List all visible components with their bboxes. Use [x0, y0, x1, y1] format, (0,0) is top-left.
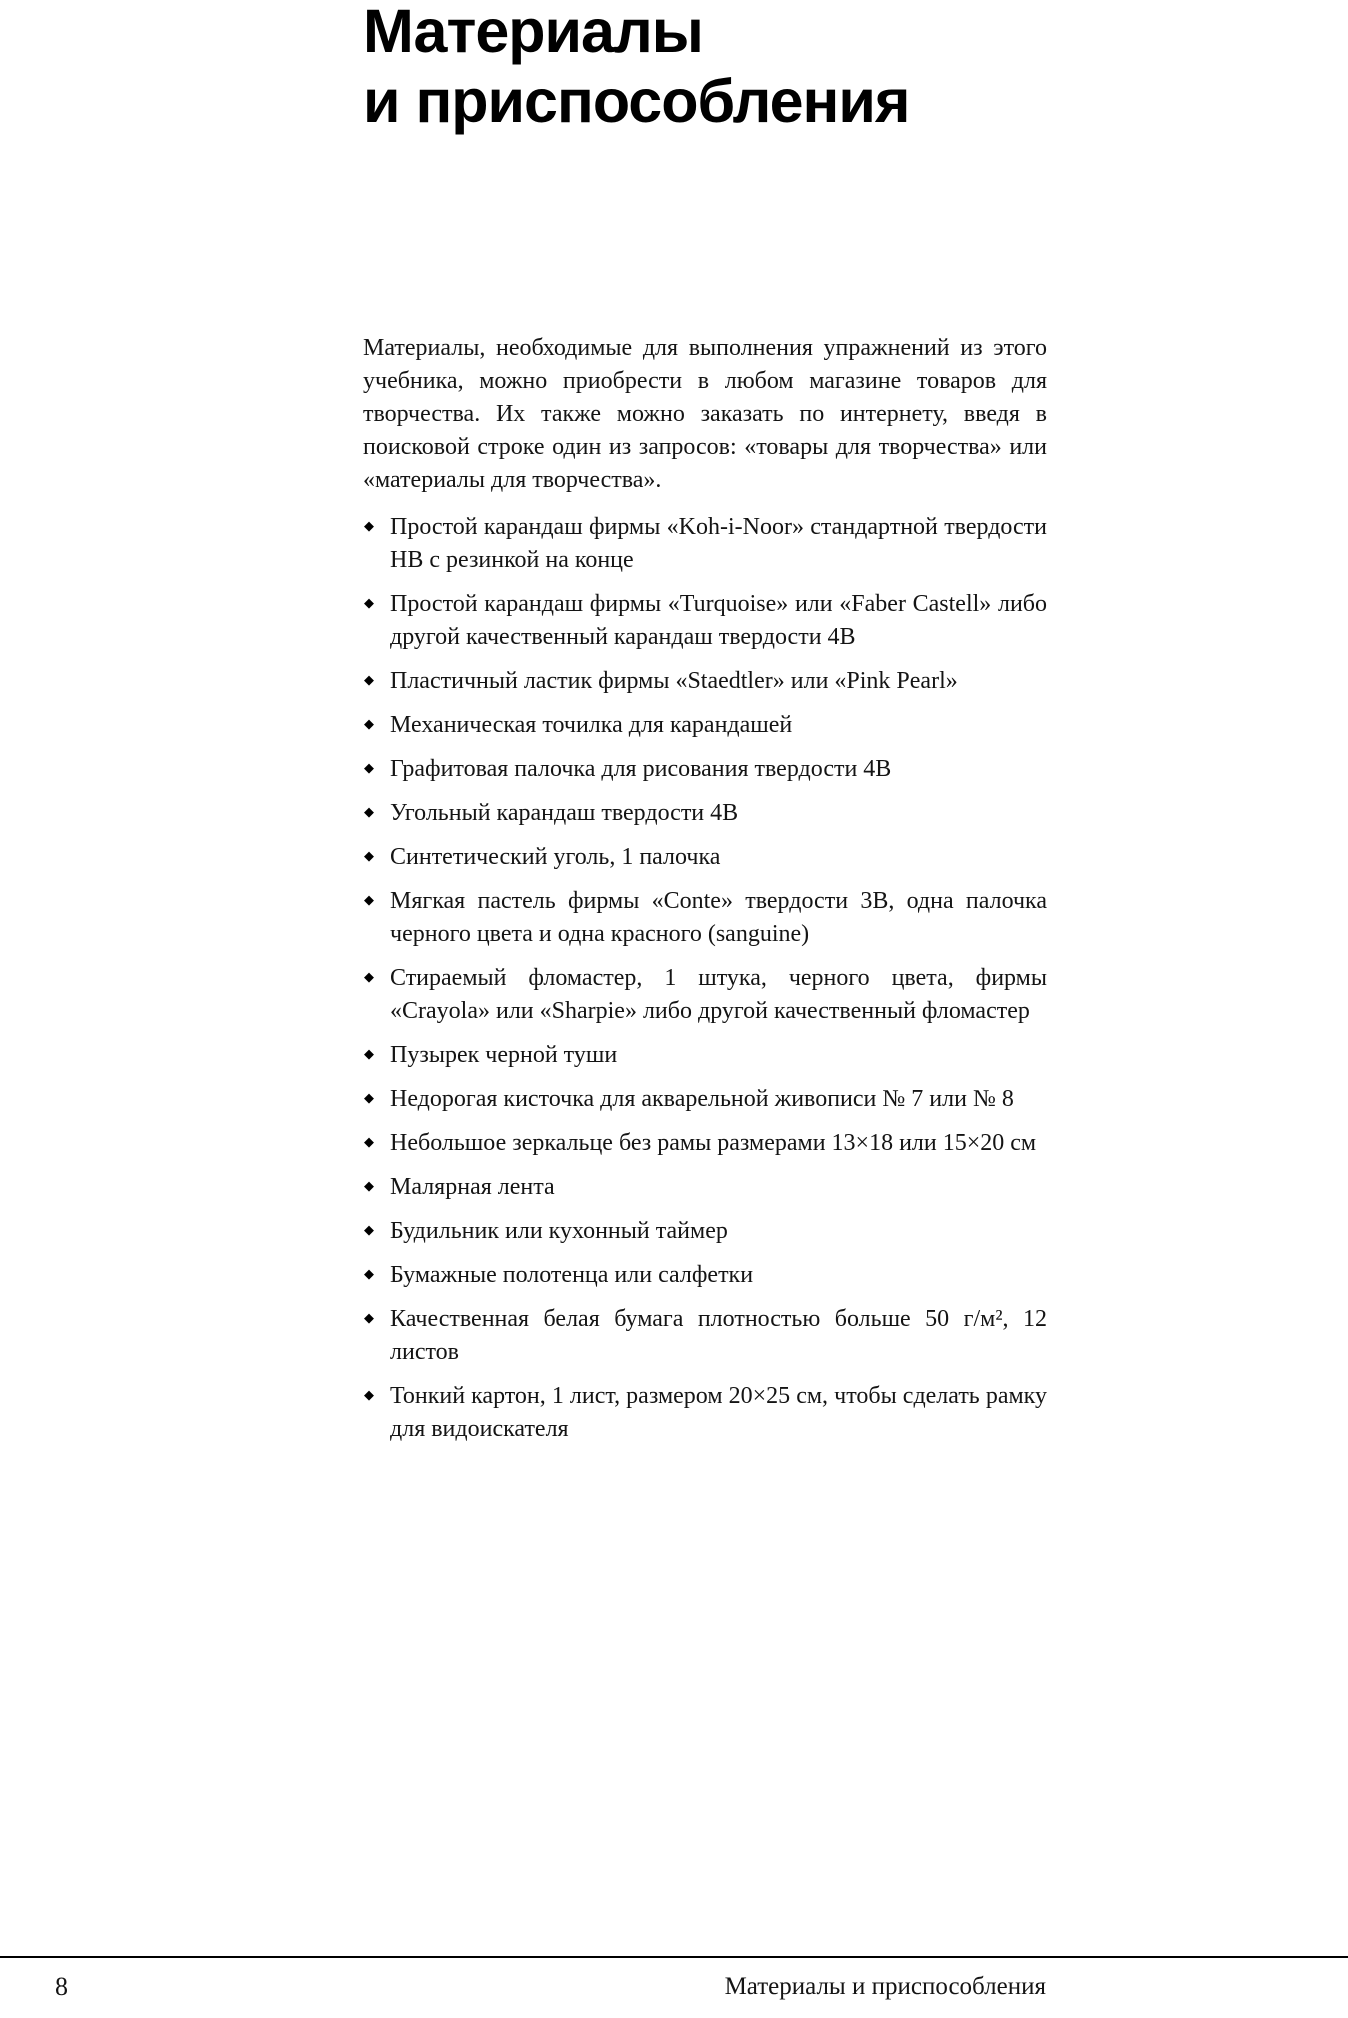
list-item-text: Бумажные полотенца или салфетки	[390, 1262, 754, 1288]
bullet-diamond-icon: ◆	[364, 849, 374, 864]
list-item-text: Простой карандаш фирмы «Koh-i-Noor» стандартной твердости HB с резинкой на конце	[390, 514, 1047, 573]
page-title-line1: Материалы	[363, 0, 703, 65]
list-item	[363, 962, 1047, 1028]
list-item-text: Стираемый фломастер, 1 штука, черного цвета, фирмы «Crayola» или «Sharpie» либо другой качественный фломастер	[390, 965, 1047, 1024]
bullet-diamond-icon: ◆	[364, 1388, 374, 1403]
list-item	[363, 511, 1047, 577]
list-item-text: Угольный карандаш твердости 4B	[390, 800, 739, 826]
list-item	[363, 1127, 1047, 1160]
list-item-text: Тонкий картон, 1 лист, размером 20×25 см, чтобы сделать рамку для видоискателя	[390, 1383, 1047, 1442]
bullet-diamond-icon: ◆	[364, 673, 374, 688]
list-item-text: Механическая точилка для карандашей	[390, 712, 793, 738]
list-item-text: Графитовая палочка для рисования твердости 4B	[390, 756, 892, 782]
footer-rule	[0, 1956, 1348, 1958]
page-title	[363, 0, 1063, 136]
page-number: 8	[55, 1972, 68, 2001]
bullet-diamond-icon: ◆	[364, 761, 374, 776]
list-item	[363, 1215, 1047, 1248]
bullet-diamond-icon: ◆	[364, 1091, 374, 1106]
bullet-diamond-icon: ◆	[364, 1135, 374, 1150]
bullet-diamond-icon: ◆	[364, 1047, 374, 1062]
list-item-text: Недорогая кисточка для акварельной живописи № 7 или № 8	[390, 1086, 1014, 1112]
page-title-line2: и приспособления	[363, 67, 910, 135]
list-item-text: Качественная белая бумага плотностью больше 50 г/м², 12 листов	[390, 1306, 1047, 1365]
list-item	[363, 1380, 1047, 1446]
list-item	[363, 1171, 1047, 1204]
list-item	[363, 885, 1047, 951]
list-item	[363, 1083, 1047, 1116]
bullet-diamond-icon: ◆	[364, 1311, 374, 1326]
bullet-diamond-icon: ◆	[364, 596, 374, 611]
bullet-diamond-icon: ◆	[364, 893, 374, 908]
list-item-text: Синтетический уголь, 1 палочка	[390, 844, 721, 870]
bullet-diamond-icon: ◆	[364, 717, 374, 732]
list-item-text: Небольшое зеркальце без рамы размерами 13×18 или 15×20 см	[390, 1130, 1037, 1156]
list-item	[363, 797, 1047, 830]
intro-paragraph: Материалы, необходимые для выполнения упражнений из этого учебника, можно приобрести в любом магазине товаров для творчества. Их также можно заказать по интернету, введя в поисковой строке один из запросов: «товары для творчества» или «материалы для творчества».	[363, 335, 1047, 493]
list-item-text: Пузырек черной туши	[390, 1042, 618, 1068]
list-item	[363, 1303, 1047, 1369]
list-item	[363, 1039, 1047, 1072]
list-item	[363, 665, 1047, 698]
bullet-diamond-icon: ◆	[364, 970, 374, 985]
list-item	[363, 709, 1047, 742]
list-item-text: Мягкая пастель фирмы «Conte» твердости 3B, одна палочка черного цвета и одна красного (sanguine)	[390, 888, 1047, 947]
list-item-text: Пластичный ластик фирмы «Staedtler» или «Pink Pearl»	[390, 668, 958, 694]
list-item	[363, 841, 1047, 874]
content-column	[363, 332, 1047, 1457]
list-item-text: Малярная лента	[390, 1174, 555, 1200]
list-item-text: Простой карандаш фирмы «Turquoise» или «Faber Castell» либо другой качественный карандаш твердости 4B	[390, 591, 1047, 650]
materials-list	[363, 511, 1047, 1446]
list-item	[363, 1259, 1047, 1292]
bullet-diamond-icon: ◆	[364, 1179, 374, 1194]
bullet-diamond-icon: ◆	[364, 519, 374, 534]
bullet-diamond-icon: ◆	[364, 1223, 374, 1238]
running-title: Материалы и приспособления	[724, 1973, 1046, 2000]
bullet-diamond-icon: ◆	[364, 805, 374, 820]
list-item-text: Будильник или кухонный таймер	[390, 1218, 728, 1244]
list-item	[363, 588, 1047, 654]
bullet-diamond-icon: ◆	[364, 1267, 374, 1282]
list-item	[363, 753, 1047, 786]
